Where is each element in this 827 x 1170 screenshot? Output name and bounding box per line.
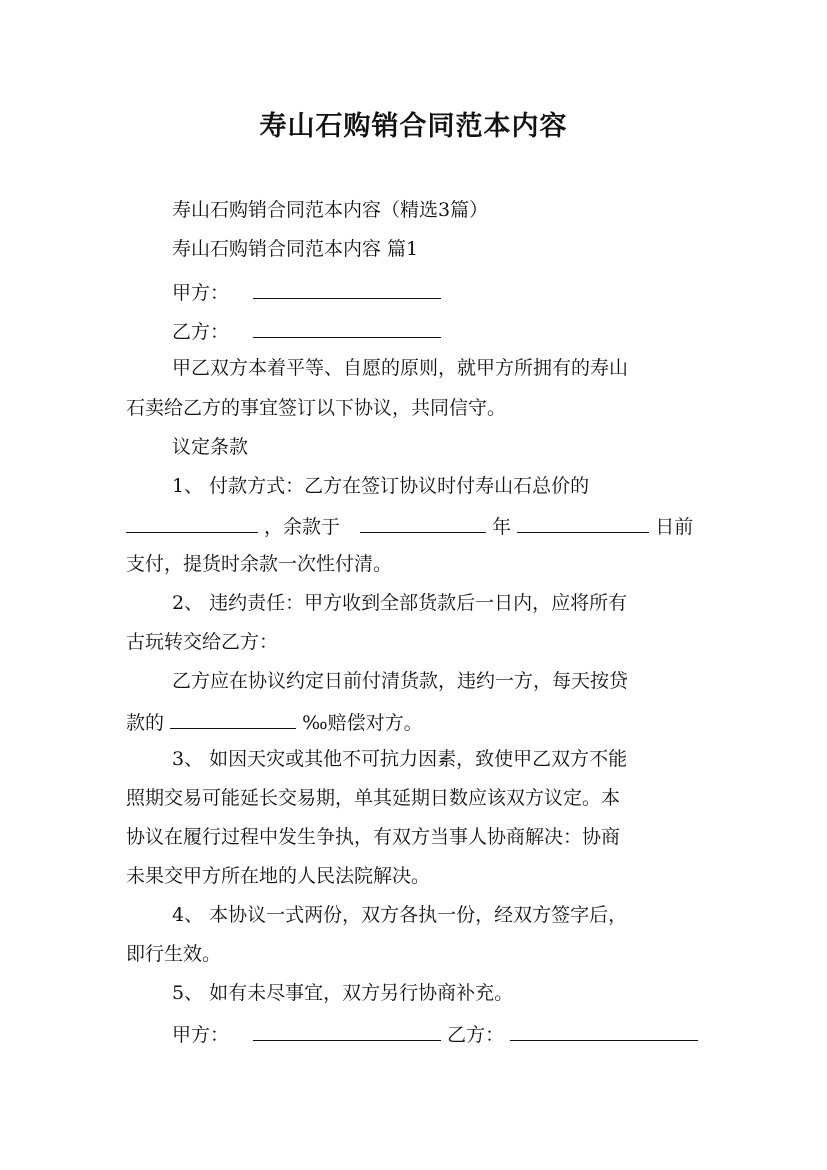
clause-2-line-4 xyxy=(126,706,706,737)
clause-4-line-2: 即行生效。 xyxy=(126,943,222,965)
clause-3-line-4: 未果交甲方所在地的人民法院解决。 xyxy=(126,865,431,887)
signature-row xyxy=(172,1018,706,1049)
clause-2-rate-blank xyxy=(170,706,296,729)
party-b-blank xyxy=(253,315,441,338)
party-b-row xyxy=(172,315,706,346)
clause-1-year-blank xyxy=(360,510,486,533)
intro-line-1: 甲乙双方本着平等、自愿的原则，就甲方所拥有的寿山 xyxy=(172,357,629,379)
document-subtitle: 寿山石购销合同范本内容（精选3篇） xyxy=(172,199,489,221)
party-a-blank xyxy=(253,276,441,299)
sign-party-b-blank xyxy=(510,1018,698,1041)
clause-2-line-3: 乙方应在协议约定日前付清货款，违约一方，每天按贷 xyxy=(172,670,629,692)
section-heading: 寿山石购销合同范本内容 篇1 xyxy=(172,238,419,260)
party-a-row xyxy=(172,276,706,307)
clause-4-line-1: 4、 本协议一式两份，双方各执一份，经双方签字后， xyxy=(172,904,628,926)
clause-5-line-1: 5、 如有未尽事宜，双方另行协商补充。 xyxy=(172,982,514,1004)
clause-3-line-2: 照期交易可能延长交易期，单其延期日数应该双方议定。本 xyxy=(126,787,621,809)
clause-1-price-blank xyxy=(126,510,258,533)
terms-heading: 议定条款 xyxy=(172,436,249,458)
party-a-label: 甲方： xyxy=(172,282,230,304)
sign-party-b-label: 乙方： xyxy=(447,1024,505,1046)
clause-3-line-3: 协议在履行过程中发生争执，有双方当事人协商解决：协商 xyxy=(126,826,621,848)
clause-1-line-1: 1、 付款方式：乙方在签订协议时付寿山石总价的 xyxy=(172,475,590,497)
clause-1-day-text: 日前 xyxy=(655,516,694,538)
clause-1-day-blank xyxy=(517,510,649,533)
sign-party-a-label: 甲方： xyxy=(172,1024,230,1046)
sign-party-a-blank xyxy=(253,1018,441,1041)
party-b-label: 乙方： xyxy=(172,321,230,343)
clause-1-line-2 xyxy=(126,510,706,541)
clause-1-line-3: 支付，提货时余款一次性付清。 xyxy=(126,553,393,575)
clause-3-line-1: 3、 如因天灾或其他不可抗力因素，致使甲乙双方不能 xyxy=(172,748,628,770)
clause-2-prefix: 款的 xyxy=(126,712,165,734)
document-title: 寿山石购销合同范本内容 xyxy=(259,111,568,142)
intro-line-2: 石卖给乙方的事宜签订以下协议，共同信守。 xyxy=(126,397,507,419)
clause-2-line-1: 2、 违约责任：甲方收到全部货款后一日内，应将所有 xyxy=(172,592,628,614)
clause-1-remainder-text: ，余款于 xyxy=(264,516,341,538)
clause-2-line-2: 古玩转交给乙方： xyxy=(126,631,279,653)
clause-2-suffix: ‰赔偿对方。 xyxy=(302,712,423,734)
clause-1-year-text: 年 xyxy=(492,516,512,538)
